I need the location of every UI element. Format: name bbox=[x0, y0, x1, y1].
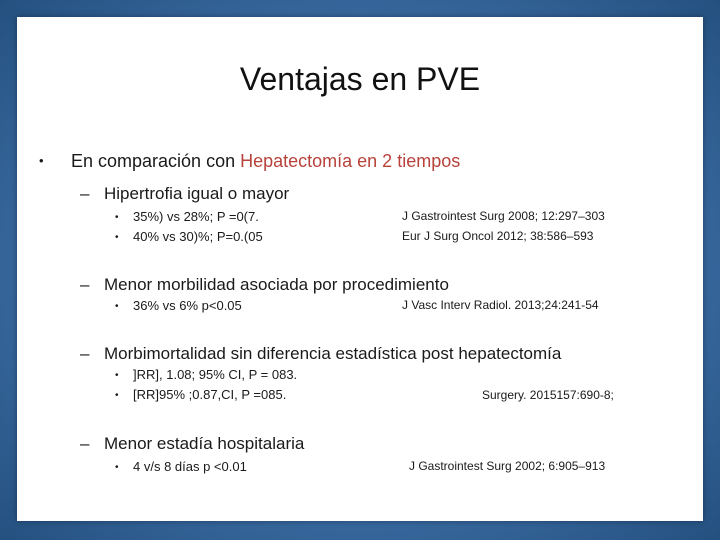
section-dash: – bbox=[80, 275, 90, 294]
section-morbimortalidad bbox=[80, 344, 561, 364]
item-text: 4 v/s 8 días p <0.01 bbox=[133, 459, 247, 474]
item-reference: J Vasc Interv Radiol. 2013;24:241-54 bbox=[402, 298, 599, 312]
list-item bbox=[115, 209, 259, 224]
item-marker: • bbox=[115, 212, 119, 223]
slide bbox=[17, 17, 703, 521]
item-reference: Surgery. 2015157:690-8; bbox=[482, 388, 614, 402]
item-marker: • bbox=[115, 370, 119, 381]
item-marker: • bbox=[115, 462, 119, 473]
section-heading: Morbimortalidad sin diferencia estadística post hepatectomía bbox=[104, 344, 562, 363]
main-bullet-accent: Hepatectomía en 2 tiempos bbox=[240, 151, 461, 171]
item-text: 35%) vs 28%; P =0(7. bbox=[133, 209, 259, 224]
item-marker: • bbox=[115, 390, 119, 401]
section-heading: Hipertrofia igual o mayor bbox=[104, 184, 290, 203]
list-item bbox=[115, 459, 247, 474]
main-bullet bbox=[39, 151, 460, 172]
section-morbilidad bbox=[80, 275, 449, 295]
section-estadia bbox=[80, 434, 304, 454]
item-text: ]RR], 1.08; 95% CI, P = 083. bbox=[133, 367, 298, 382]
item-marker: • bbox=[115, 232, 119, 243]
section-dash: – bbox=[80, 434, 90, 453]
section-heading: Menor estadía hospitalaria bbox=[104, 434, 305, 453]
list-item bbox=[115, 367, 297, 382]
section-dash: – bbox=[80, 344, 90, 363]
section-heading: Menor morbilidad asociada por procedimiento bbox=[104, 275, 449, 294]
item-text: 36% vs 6% p<0.05 bbox=[133, 298, 242, 313]
item-text: 40% vs 30)%; P=0.(05 bbox=[133, 229, 263, 244]
main-bullet-text: En comparación con bbox=[71, 151, 241, 171]
list-item bbox=[115, 229, 263, 244]
main-bullet-marker: • bbox=[39, 153, 44, 168]
item-reference: J Gastrointest Surg 2002; 6:905–913 bbox=[409, 459, 606, 473]
item-reference: J Gastrointest Surg 2008; 12:297–303 bbox=[402, 209, 605, 223]
section-hipertrofia bbox=[80, 184, 289, 204]
section-dash: – bbox=[80, 184, 90, 203]
slide-title: Ventajas en PVE bbox=[239, 61, 481, 97]
item-text: [RR]95% ;0.87,CI, P =085. bbox=[133, 387, 287, 402]
list-item bbox=[115, 298, 242, 313]
item-reference: Eur J Surg Oncol 2012; 38:586–593 bbox=[402, 229, 594, 243]
item-marker: • bbox=[115, 301, 119, 312]
list-item bbox=[115, 387, 286, 402]
